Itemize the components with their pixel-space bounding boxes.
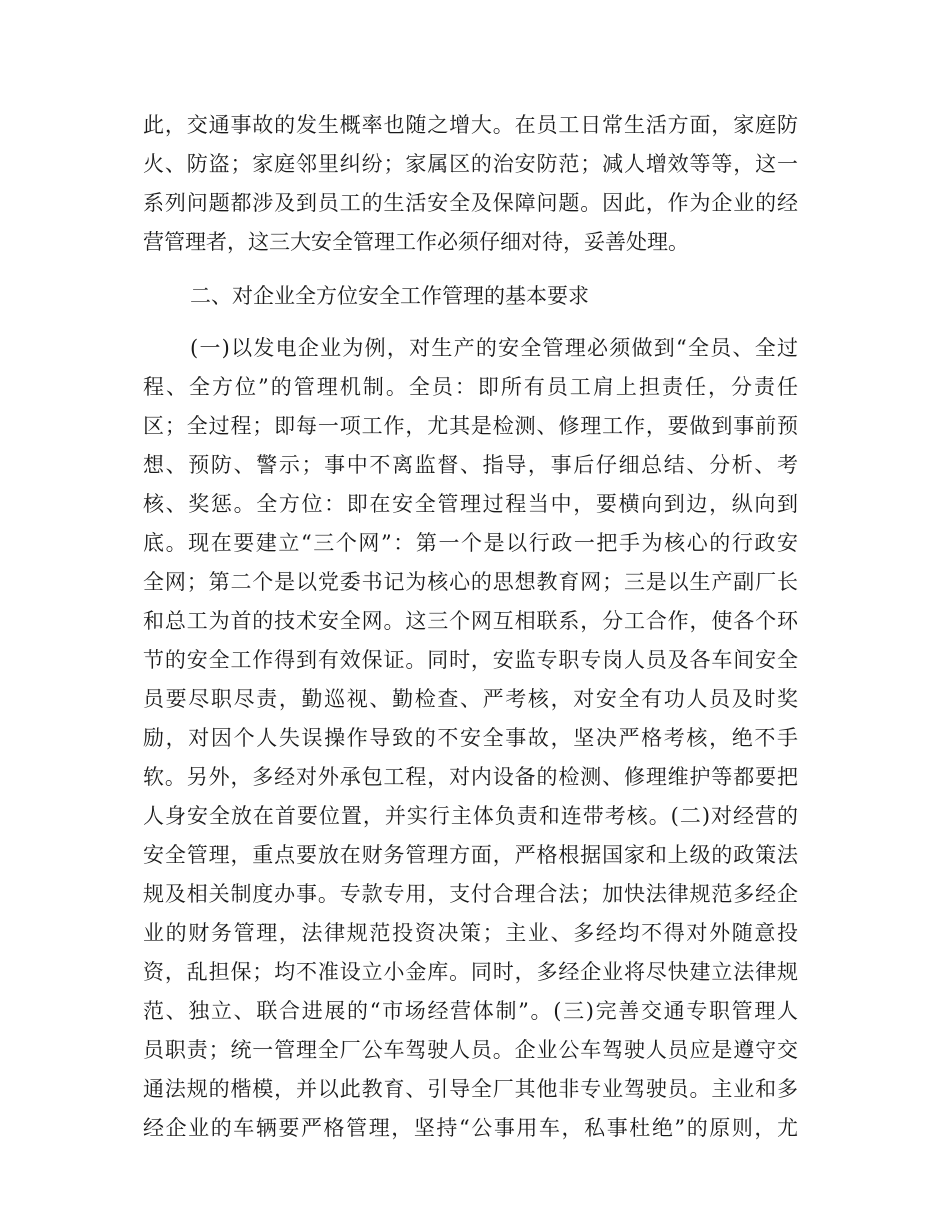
text-line: 此，交通事故的发生概率也随之增大。在员工日常生活方面，家庭防 [143,113,798,137]
text-line: 系列问题都涉及到员工的生活安全及保障问题。因此，作为企业的经 [143,191,798,215]
text-line: 和总工为首的技术安全网。这三个网互相联系，分工合作，使各个环 [143,609,798,633]
text-line: 想、预防、警示；事中不离监督、指导，事后仔细总结、分析、考 [143,453,798,477]
text-line: 业的财务管理，法律规范投资决策；主业、多经均不得对外随意投 [143,921,798,945]
text-line: 核、奖惩。全方位：即在安全管理过程当中，要横向到边，纵向到 [143,492,798,516]
text-line: 资，乱担保；均不准设立小金库。同时，多经企业将尽快建立法律规 [143,960,798,984]
text-line: 励，对因个人失误操作导致的不安全事故，坚决严格考核，绝不手 [143,726,798,750]
text-line: 人身安全放在首要位置，并实行主体负责和连带考核。(二)对经营的 [143,804,798,828]
text-line: 员要尽职尽责，勤巡视、勤检查、严考核，对安全有功人员及时奖 [143,687,798,711]
text-line: 全网；第二个是以党委书记为核心的思想教育网；三是以生产副厂长 [143,570,798,594]
text-line: (一)以发电企业为例，对生产的安全管理必须做到“全员、全过 [190,336,798,360]
text-line: 规及相关制度办事。专款专用，支付合理合法；加快法律规范多经企 [143,882,798,906]
text-line: 程、全方位”的管理机制。全员：即所有员工肩上担责任，分责任 [143,375,798,399]
text-line: 区；全过程；即每一项工作，尤其是检测、修理工作，要做到事前预 [143,414,798,438]
text-line: 火、防盗；家庭邻里纠纷；家属区的治安防范；减人增效等等，这一 [143,152,798,176]
text-line: 节的安全工作得到有效保证。同时，安监专职专岗人员及各车间安全 [143,648,798,672]
text-line: 范、独立、联合进展的“市场经营体制”。(三)完善交通专职管理人 [143,999,798,1023]
text-line: 员职责；统一管理全厂公车驾驶人员。企业公车驾驶人员应是遵守交 [143,1038,798,1062]
text-line: 通法规的楷模，并以此教育、引导全厂其他非专业驾驶员。主业和多 [143,1077,798,1101]
text-line: 底。现在要建立“三个网”：第一个是以行政一把手为核心的行政安 [143,531,798,555]
section-heading: 二、对企业全方位安全工作管理的基本要求 [190,284,589,308]
text-line: 安全管理，重点要放在财务管理方面，严格根据国家和上级的政策法 [143,843,798,867]
text-line: 软。另外，多经对外承包工程，对内设备的检测、修理维护等都要把 [143,765,798,789]
text-line: 经企业的车辆要严格管理，坚持“公事用车，私事杜绝”的原则，尤 [143,1116,798,1140]
text-line: 营管理者，这三大安全管理工作必须仔细对待，妥善处理。 [143,230,689,254]
